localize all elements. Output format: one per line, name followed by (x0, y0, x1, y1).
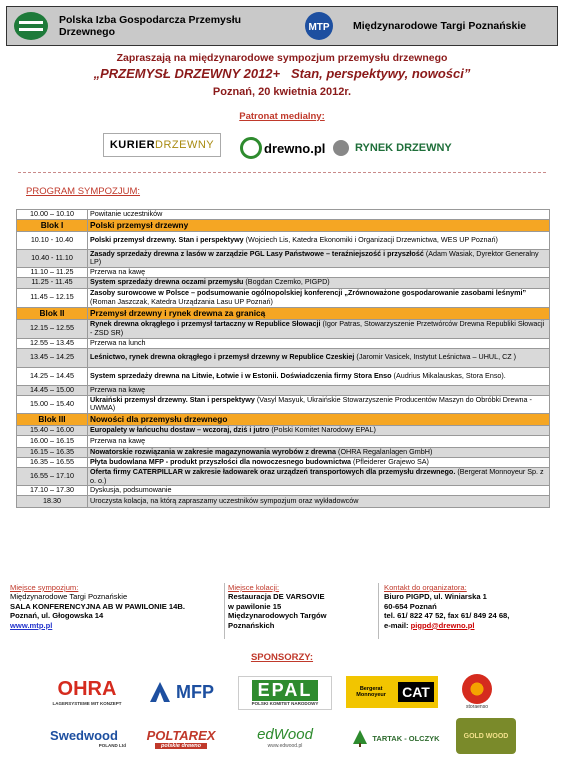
cat-text: CAT (398, 682, 434, 702)
talk-details: Przerwa na kawę (90, 266, 146, 276)
schedule-time: 16.35 – 16.55 (17, 457, 88, 467)
schedule-row (17, 435, 550, 447)
talk-details: Przerwa na lunch (90, 337, 146, 347)
schedule-description (88, 267, 550, 277)
schedule-time: 16.55 – 17.10 (17, 467, 88, 485)
venue-heading: Miejsce sympozjum: (10, 583, 79, 592)
drewno-circle-icon (240, 137, 262, 159)
schedule-block-header (17, 413, 550, 425)
mfp-text: MFP (176, 681, 214, 702)
schedule-description (88, 231, 550, 249)
media-patronage-label: Patronat medialny: (239, 111, 325, 122)
talk-title: Nowości dla przemysłu drzewnego (90, 414, 228, 425)
schedule-time: 12.15 – 12.55 (17, 319, 88, 338)
schedule-time: Blok II (17, 307, 88, 319)
poltarex-text: POLTAREX (146, 727, 216, 743)
talk-details: (Audrius Mikalauskas, Stora Enso). (391, 370, 506, 380)
schedule-description (88, 435, 550, 447)
schedule-description (88, 457, 550, 467)
schedule-row (17, 496, 550, 508)
schedule-time: Blok I (17, 219, 88, 231)
schedule-row (17, 210, 550, 220)
schedule-time: 16.00 – 16.15 (17, 435, 88, 447)
mfp-mark-icon (148, 680, 172, 704)
contact-line-4 (384, 621, 554, 630)
epal-subtext: POLSKI KOMITET NARODOWY (251, 701, 319, 706)
contact-heading: Kontakt do organizatora: (384, 583, 467, 592)
talk-title: Leśnictwo, rynek drewna okrągłego i przemysł drzewny w Republice Czeskiej (90, 352, 355, 362)
epal-logo (238, 676, 332, 710)
mtp-logo (301, 10, 337, 42)
talk-title: Rynek drewna okrągłego i przemysł tartaczny w Republice Słowacji (90, 319, 321, 329)
schedule-time: 10.00 – 10.10 (17, 210, 88, 220)
talk-title: Zasady sprzedaży drewna z lasów w zarządzie PGL Lasy Państwowe – teraźniejszość i przyszłość (90, 248, 424, 258)
schedule-description (88, 385, 550, 395)
schedule-row (17, 467, 550, 485)
contact-line-1: Biuro PIGPD, ul. Winiarska 1 (384, 592, 487, 602)
schedule-time: 15.40 – 16.00 (17, 425, 88, 435)
ohra-logo (44, 673, 130, 711)
schedule-description (88, 486, 550, 496)
talk-title: Polski przemysł drzewny (90, 219, 189, 230)
schedule-table (16, 209, 550, 508)
schedule-row (17, 288, 550, 307)
kurier-drzewny-logo (103, 133, 221, 157)
schedule-description (88, 348, 550, 367)
schedule-description (88, 496, 550, 508)
schedule-row (17, 267, 550, 277)
talk-details: Przerwa na kawę (90, 436, 146, 446)
talk-title: Europalety w łańcuchu dostaw – wczoraj, dziś i jutro (90, 425, 270, 435)
talk-title: Zasoby surowcowe w Polsce – podsumowanie ogólnopolskiej konferencji „Zrównoważone gospodarowanie zasobami leśnymi” (90, 288, 527, 298)
edwood-logo (240, 723, 330, 751)
talk-details: (Bogdan Czemko, PIGPD) (243, 277, 330, 287)
venue-line-3: Poznań, ul. Głogowska 14 (10, 611, 104, 621)
header-left-org: Polska Izba Gospodarcza Przemysłu Drzewnego (59, 14, 242, 38)
edwood-text: edWood (257, 725, 313, 743)
storaenso-text: storaenso (466, 704, 488, 710)
schedule-block-header (17, 219, 550, 231)
schedule-description (88, 467, 550, 485)
talk-details: Powitanie uczestników (90, 209, 163, 218)
dinner-line-1: Restauracja DE VARSOVIE (228, 592, 325, 602)
mtp-website-link[interactable]: www.mtp.pl (10, 620, 53, 630)
schedule-description (88, 288, 550, 307)
schedule-time: 12.55 – 13.45 (17, 338, 88, 348)
schedule-row (17, 385, 550, 395)
separator-line (18, 172, 546, 173)
drewno-pl-logo (240, 133, 325, 163)
poltarex-logo (142, 725, 220, 751)
pigpd-logo (11, 10, 51, 42)
talk-details: (Jaromir Vasicek, Instytut Leśnictwa – UHUL, CZ ) (354, 352, 517, 362)
schedule-row (17, 338, 550, 348)
schedule-description (88, 210, 550, 220)
talk-details: (Vasyl Masyuk, Ukraińskie Stowarzyszenie Producentów Maszyn do Obróbki Drewna - UWMA) (90, 394, 532, 413)
schedule-description (88, 447, 550, 457)
schedule-row (17, 395, 550, 413)
talk-title: System sprzedaży drewna oczami przemysłu (90, 277, 244, 287)
kurier-text-a: KURIER (109, 139, 156, 151)
schedule-time: 11.25 - 11.45 (17, 277, 88, 288)
schedule-description (88, 307, 550, 319)
dinner-info (228, 583, 374, 641)
poltarex-subtext: polskie drewno (155, 743, 207, 749)
schedule-time: 17.10 – 17.30 (17, 486, 88, 496)
talk-details: (OHRA Regalanlagen GmbH) (336, 447, 433, 457)
schedule-row (17, 277, 550, 288)
schedule-row (17, 486, 550, 496)
talk-details: (Pfleiderer Grajewo SA) (351, 457, 429, 467)
schedule-description (88, 219, 550, 231)
email-label: e-mail: (384, 620, 411, 630)
bergerat-cat-logo (346, 676, 438, 708)
schedule-time: 10.40 - 11.10 (17, 249, 88, 267)
contact-line-3: tel. 61/ 822 47 52, fax 61/ 849 24 68, (384, 611, 510, 621)
program-heading: PROGRAM SYMPOZJUM: (26, 186, 141, 197)
talk-details: Dyskusja, podsumowanie (90, 485, 172, 495)
sponsors-heading: SPONSORZY: (250, 652, 314, 663)
dinner-line-2: w pawilonie 15 (228, 601, 282, 611)
schedule-time: 14.25 – 14.45 (17, 367, 88, 385)
talk-details: (Wojciech Lis, Katedra Ekonomiki i Organizacji Drzewnictwa, WES UP Poznań) (243, 234, 498, 244)
schedule-description (88, 319, 550, 338)
schedule-row (17, 367, 550, 385)
schedule-description (88, 395, 550, 413)
schedule-time: 10.10 - 10.40 (17, 231, 88, 249)
rynek-text: RYNEK DRZEWNY (355, 142, 452, 154)
talk-title: Oferta firmy CATERPILLAR w zakresie ładowarek oraz urządzeń transportowych dla przemysłu drzewnego. (90, 466, 456, 476)
schedule-row (17, 319, 550, 338)
venue-info (10, 583, 222, 641)
email-link[interactable]: pigpd@drewno.pl (410, 620, 475, 630)
venue-line-1: Międzynarodowe Targi Poznańskie (10, 592, 128, 602)
bergerat-text: Bergerat Monnoyeur (356, 686, 386, 698)
schedule-time: 18.30 (17, 496, 88, 508)
venue-line-2: SALA KONFERENCYJNA AB W PAWILONIE 14B. (10, 601, 185, 611)
swedwood-text: Swedwood (50, 728, 118, 743)
schedule-block-header (17, 307, 550, 319)
mtp-logo-text: MTP (308, 22, 330, 33)
rynek-drzewny-logo (333, 133, 452, 163)
event-title: „PRZEMYSŁ DRZEWNY 2012+ Stan, perspektywy, nowości” (93, 66, 471, 81)
dinner-line-4: Poznańskich (228, 620, 275, 630)
epal-text: EPAL (252, 680, 319, 701)
dinner-heading: Miejsce kolacji: (228, 583, 280, 592)
schedule-time: 14.45 – 15.00 (17, 385, 88, 395)
talk-details: (Bergerat Monnoyeur Sp. z o. o.) (90, 466, 544, 485)
talk-title: Nowatorskie rozwiązania w zakresie magazynowania wyrobów z drewna (90, 447, 337, 457)
talk-title: Płyta budowlana MFP - produkt przyszłości dla nowoczesnego budownictwa (90, 457, 352, 467)
ohra-subtext: LAGERSYSTEME MIT KONZEPT (52, 701, 122, 706)
tartak-olczyk-logo (348, 727, 444, 749)
talk-details: (Adam Wasiak, Dyrektor Generalny LP) (90, 248, 539, 267)
schedule-row (17, 249, 550, 267)
kurier-text-b: DRZEWNY (155, 139, 215, 151)
swedwood-subtext: POLAND Ltd (98, 743, 126, 748)
schedule-row (17, 457, 550, 467)
schedule-description (88, 367, 550, 385)
contact-line-2: 60-654 Poznań (384, 601, 437, 611)
intro-line-1: Zapraszają na międzynarodowe sympozjum przemysłu drzewnego (116, 52, 448, 64)
schedule-time: 16.15 – 16.35 (17, 447, 88, 457)
header-right-org: Międzynarodowe Targi Poznańskie (353, 20, 527, 32)
rynek-leaf-icon (333, 140, 349, 156)
schedule-description (88, 338, 550, 348)
dinner-line-3: Międzynarodowych Targów (228, 611, 327, 621)
talk-title: System sprzedaży drewna na Litwie, Łotwie i w Estonii. Doświadczenia firmy Stora Enso (90, 370, 392, 380)
schedule-time: 11.10 – 11.25 (17, 267, 88, 277)
talk-title: Polski przemysł drzewny. Stan i perspektywy (90, 234, 244, 244)
info-divider-1 (224, 583, 225, 639)
tree-icon (352, 729, 368, 747)
schedule-description (88, 425, 550, 435)
schedule-time: 11.45 – 12.15 (17, 288, 88, 307)
event-date: Poznań, 20 kwietnia 2012r. (212, 86, 352, 98)
info-divider-2 (378, 583, 379, 639)
storaenso-logo (455, 670, 499, 714)
mfp-logo (142, 676, 220, 708)
schedule-row (17, 348, 550, 367)
talk-details: (Roman Jaszczak, Katedra Urządzania Lasu UP Poznań) (90, 296, 273, 306)
schedule-time: 13.45 – 14.25 (17, 348, 88, 367)
schedule-description (88, 277, 550, 288)
talk-title: Przemysł drzewny i rynek drewna za granicą (90, 307, 266, 318)
talk-title: Ukraiński przemysł drzewny. Stan i perspektywy (90, 394, 255, 404)
tartak-text: TARTAK - OLCZYK (372, 733, 440, 743)
talk-details: (Igor Patras, Stowarzyszenie Przetwórców Drewna Republiki Słowacji - ZSD SR) (90, 319, 545, 337)
gold-wood-text: GOLD WOOD (463, 732, 509, 740)
schedule-row (17, 447, 550, 457)
schedule-row (17, 425, 550, 435)
swedwood-logo (42, 725, 126, 751)
talk-details: Przerwa na kawę (90, 384, 146, 394)
schedule-row (17, 231, 550, 249)
schedule-time: 15.00 – 15.40 (17, 395, 88, 413)
talk-details: (Polski Komitet Narodowy EPAL) (269, 425, 376, 435)
talk-details: Uroczysta kolacja, na którą zapraszamy uczestników sympozjum oraz wykładowców (90, 496, 359, 506)
drewno-text: drewno.pl (264, 140, 326, 156)
edwood-subtext: www.edwood.pl (267, 742, 303, 749)
gold-wood-logo (456, 718, 516, 754)
header-bar (6, 6, 558, 46)
ohra-text: OHRA (57, 678, 117, 700)
schedule-description (88, 413, 550, 425)
schedule-time: Blok III (17, 413, 88, 425)
storaenso-flower-icon (462, 674, 492, 704)
contact-info (384, 583, 554, 641)
schedule-description (88, 249, 550, 267)
